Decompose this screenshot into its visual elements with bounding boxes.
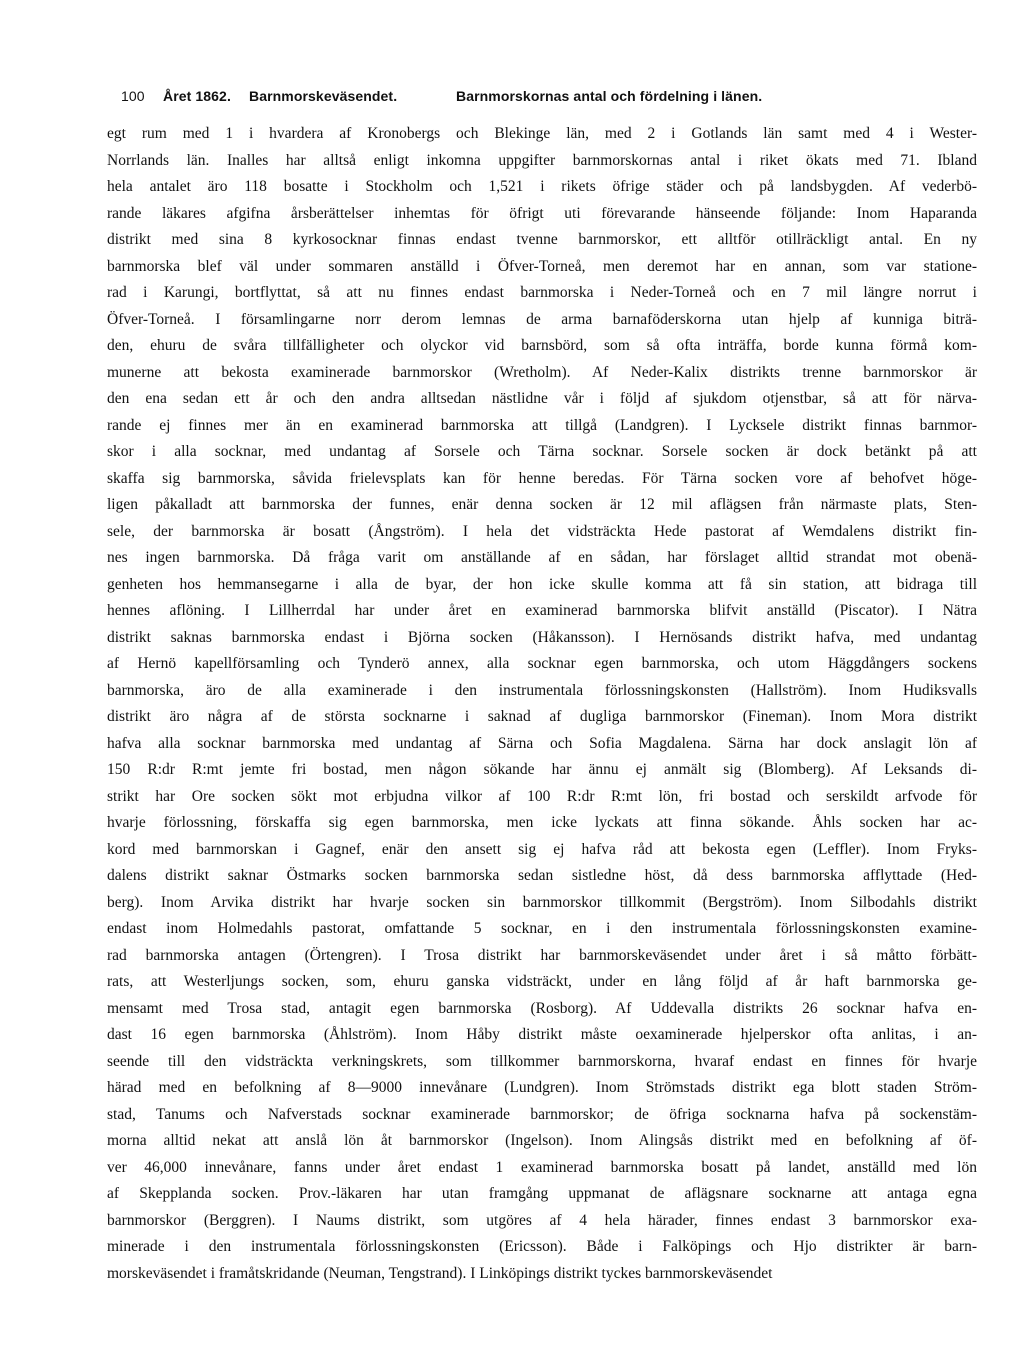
text-line: ligen påkalladt att barnmorska der funnes, enär denna socken är 12 mil aflägsen från närmaste plats, Sten- <box>107 496 977 513</box>
text-line: af Hernö kapellförsamling och Tynderö annex, alla socknar egen barnmorska, och utom Häggdångers sockens <box>107 655 977 672</box>
text-line: härad med en befolkning af 8—9000 innevånare (Lundgren). Inom Strömstads distrikt ega blott staden Ström- <box>107 1079 977 1096</box>
text-line: hvarje förlossning, förskaffa sig egen barnmorska, men icke lyckats att finna sökande. Åhls socken har ac- <box>107 814 977 831</box>
running-head <box>121 88 881 110</box>
text-line: den, ehuru de svåra tillfälligheter och olyckor vid barnsbörd, som så ofta inträffa, borde kunna förmå kom- <box>107 337 977 354</box>
text-line: af Skepplanda socken. Prov.-läkaren har utan framgång uppmanat de aflägsnare socknarne att antaga egna <box>107 1185 977 1202</box>
text-line: rande ej finnes mer än en examinerad barnmorska att tillgå (Landgren). I Lycksele distrikt finnas barnmor- <box>107 416 977 434</box>
text-line: skaffa sig barnmorska, såvida frielevsplats kan för henne beredas. För Tärna socken vore af behofvet höge- <box>107 469 977 487</box>
text-line: hela antalet äro 118 bosatte i Stockholm och 1,521 i rikets öfrige städer och på landsbygden. Af vederbö- <box>107 178 977 195</box>
text-line: stad, Tanums och Nafverstads socknar examinerade barnmorskor; de öfriga socknarna hafva på sockenstäm- <box>107 1105 977 1123</box>
text-line: distrikt med sina 8 kyrkosocknar finnas endast tvenne barnmorskor, ett alltför otillräckligt antal. En ny <box>107 231 977 248</box>
text-line: sele, der barnmorska är bosatt (Ångström). I hela det vidsträckta Hede pastorat af Wemdalens distrikt fin- <box>107 522 977 540</box>
text-line: barnmorska blef väl under sommaren anställd i Öfver-Torneå, men deremot har en annan, som var statione- <box>107 257 977 275</box>
text-line: hennes aflöning. I Lillherrdal har under året en examinerad barnmorska blifvit anställd (Piscator). I Nätra <box>107 602 977 619</box>
text-line: skor i alla socknar, med undantag af Sorsele och Tärna socknar. Sorsele socken är dock betänkt på att <box>107 443 977 460</box>
page-number: 100 <box>121 88 145 104</box>
text-line: dast 16 egen barnmorska (Åhlström). Inom Håby distrikt måste oexaminerade hjelperskor ofta anlitas, i an- <box>107 1026 977 1043</box>
text-line: berg). Inom Arvika distrikt har hvarje socken sin barnmorskor tillkommit (Bergström). Inom Silbodahls distrikt <box>107 893 977 911</box>
text-line: den ena sedan ett år och den andra alltsedan nästlidne vår i följd af sjukdom otjenstbar, så att för närva- <box>107 390 977 407</box>
text-line: genheten hos hemmansegarne i alla de byar, der hon icke skulle komma att få sin station, att bidraga till <box>107 575 977 593</box>
subject-heading: Barnmorskornas antal och fördelning i länen. <box>456 88 763 104</box>
text-line: distrikt saknas barnmorska endast i Björna socken (Håkansson). I Hernösands distrikt hafva, med undantag <box>107 628 977 646</box>
text-line: hafva alla socknar barnmorska med undantag af Särna och Sofia Magdalena. Särna har dock anslagit lön af <box>107 734 977 752</box>
text-line: rats, att Westerljungs socken, som, ehuru ganska vidsträckt, under en lång följd af år haft barnmorska ge- <box>107 973 977 990</box>
text-line: morna alltid nekat att anslå lön åt barnmorskor (Ingelson). Inom Alingsås distrikt med en befolkning af öf- <box>107 1132 977 1149</box>
text-line: munerne att bekosta examinerade barnmorskor (Wretholm). Af Neder-Kalix distrikts trenne barnmorskor är <box>107 363 977 381</box>
text-line: nes ingen barnmorska. Då fråga varit om anställande af en sådan, har förslaget alltid strandat mot obenä- <box>107 549 977 566</box>
text-line: rad i Karungi, bortflyttat, så att nu finnes endast barnmorska i Neder-Torneå och en 7 mil längre norrut i <box>107 284 977 301</box>
text-line: barnmorska, äro de alla examinerade i den instrumentala förlossningskonsten (Hallström). Inom Hudiksvalls <box>107 681 977 699</box>
text-line: 150 R:dr R:mt jemte fri bostad, men någon sökande har ännu ej anmält sig (Blomberg). Af Leksands di- <box>107 761 977 778</box>
text-line: egt rum med 1 i hvardera af Kronobergs och Blekinge län, med 2 i Gotlands län samt med 4 i Wester- <box>107 125 977 142</box>
text-line: seende till den vidsträckta verkningskrets, som tillkommer barnmorskorna, hvaraf endast en finnes för hvarje <box>107 1052 977 1070</box>
text-line: distrikt äro några af de största socknarne i saknad af dugliga barnmorskor (Fineman). Inom Mora distrikt <box>107 708 977 725</box>
text-line: rande läkares afgifna årsberättelser inhemtas för öfrigt uti förevarande hänseende följande: Inom Haparanda <box>107 204 977 222</box>
text-line: strikt har Ore socken sökt mot erbjudna vilkor af 100 R:dr R:mt lön, fri bostad och serskildt arfvode för <box>107 787 977 805</box>
text-line: Öfver-Torneå. I församlingarne norr derom lemnas de arma barnaföderskorna utan hjelp af kunniga biträ- <box>107 310 977 328</box>
text-line: rad barnmorska antagen (Örtengren). I Trosa distrikt har barnmorskeväsendet under året i så måtto förbätt- <box>107 946 977 964</box>
text-line: barnmorskor (Berggren). I Naums distrikt, som utgöres af 4 hela härader, finnes endast 3 barnmorskor exa- <box>107 1211 977 1229</box>
body-text <box>107 121 977 1287</box>
section-heading: Barnmorskeväsendet. <box>249 88 398 104</box>
text-line: kord med barnmorskan i Gagnef, enär den ansett sig ej hafva råd att bekosta egen (Leffler). Inom Fryks- <box>107 840 977 858</box>
text-line: dalens distrikt saknar Östmarks socken barnmorska sedan sistledne höst, då dess barnmorska afflyttade (Hed- <box>107 867 977 884</box>
year-heading: Året 1862. <box>163 88 231 104</box>
text-line: Norrlands län. Inalles har alltså enligt inkomna uppgifter barnmorskornas antal i riket ökats med 71. Ibland <box>107 151 977 169</box>
text-line: endast inom Holmedahls pastorat, omfattande 5 socknar, en i den instrumentala förlossningskonsten examine- <box>107 920 977 937</box>
text-line: mensamt med Trosa stad, antagit egen barnmorska (Rosborg). Af Uddevalla distrikts 26 socknar hafva en- <box>107 999 977 1017</box>
text-line: ver 46,000 innevånare, fanns under året endast 1 examinerad barnmorska bosatt på landet, anställd med lön <box>107 1158 977 1176</box>
text-line: minerade i den instrumentala förlossningskonsten (Ericsson). Både i Falköpings och Hjo distrikter är barn- <box>107 1238 977 1255</box>
text-line: morskeväsendet i framåtskridande (Neuman, Tengstrand). I Linköpings distrikt tyckes barnmorskeväsendet <box>107 1264 773 1282</box>
